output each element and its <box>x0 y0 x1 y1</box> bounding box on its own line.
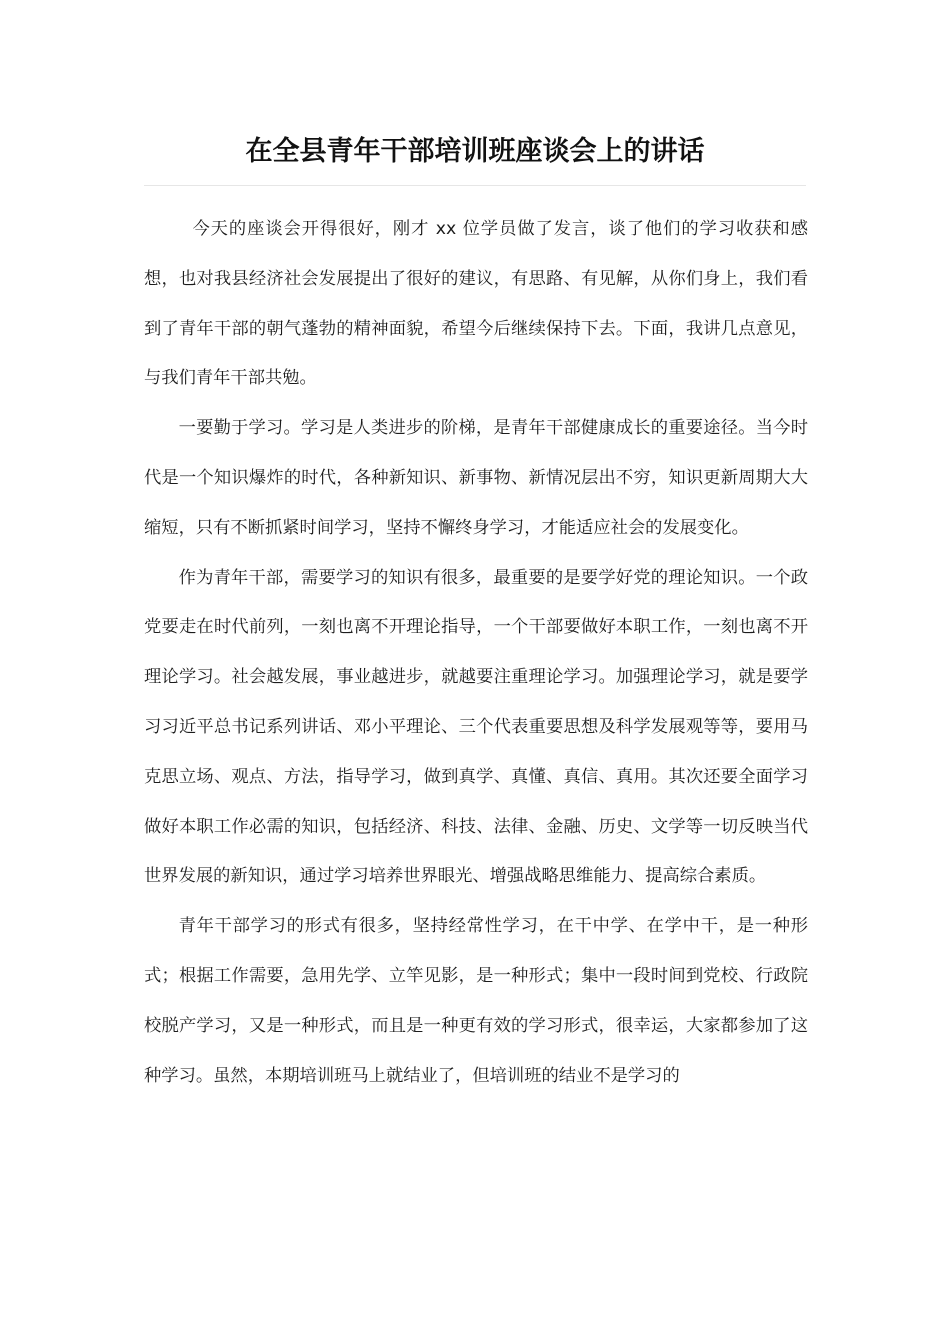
paragraph-theory-learning: 作为青年干部，需要学习的知识有很多，最重要的是要学好党的理论知识。一个政党要走在时代前列，一刻也离不开理论指导，一个干部要做好本职工作，一刻也离不开理论学习。社会越发展，事业越进步，就越要注重理论学习。加强理论学习，就是要学习习近平总书记系列讲话、邓小平理论、三个代表重要思想及科学发展观等等，要用马克思立场、观点、方法，指导学习，做到真学、真懂、真信、真用。其次还要全面学习做好本职工作必需的知识，包括经济、科技、法律、金融、历史、文学等一切反映当代世界发展的新知识，通过学习培养世界眼光、增强战略思维能力、提高综合素质。 <box>144 567 808 887</box>
paragraph-study-diligently: 一要勤于学习。学习是人类进步的阶梯，是青年干部健康成长的重要途径。当今时代是一个知识爆炸的时代，各种新知识、新事物、新情况层出不穷，知识更新周期大大缩短，只有不断抓紧时间学习，坚持不懈终身学习，才能适应社会的发展变化。 <box>144 418 808 538</box>
paragraph-opening: 今天的座谈会开得很好，刚才 xx 位学员做了发言，谈了他们的学习收获和感想，也对我县经济社会发展提出了很好的建议，有思路、有见解，从你们身上，我们看到了青年干部的朝气蓬勃的精神面貌，希望今后继续保持下去。下面，我讲几点意见，与我们青年干部共勉。 <box>144 219 808 389</box>
title-divider <box>144 185 806 186</box>
paragraph-learning-forms: 青年干部学习的形式有很多，坚持经常性学习，在干中学、在学中干，是一种形式；根据工作需要，急用先学、立竿见影，是一种形式；集中一段时间到党校、行政院校脱产学习，又是一种形式，而且是一种更有效的学习形式，很幸运，大家都参加了这种学习。虽然，本期培训班马上就结业了，但培训班的结业不是学习的 <box>144 916 808 1086</box>
document-body <box>144 205 808 1101</box>
document-title: 在全县青年干部培训班座谈会上的讲话 <box>245 136 705 167</box>
